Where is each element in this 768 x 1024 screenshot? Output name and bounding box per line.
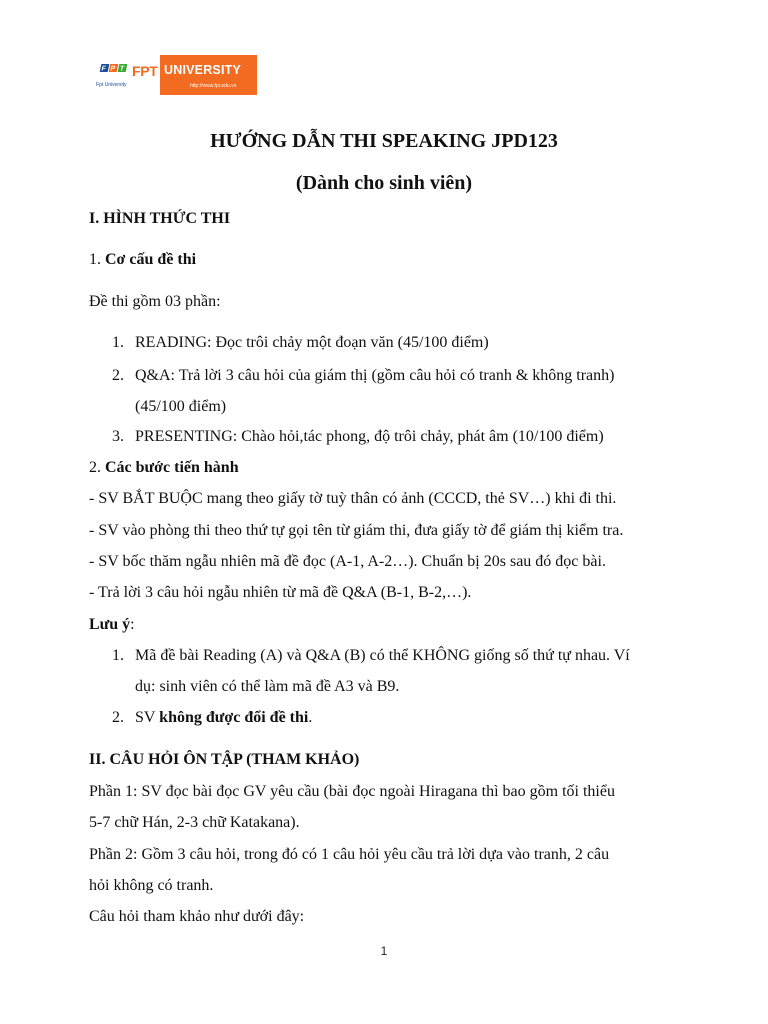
logo-orange-box bbox=[160, 55, 257, 95]
note-heading bbox=[89, 616, 135, 634]
svg-text:F: F bbox=[100, 65, 107, 73]
note-item-codes: Mã đề bài Reading (A) và Q&A (B) có thể KHÔNG giống số thứ tự nhau. Ví bbox=[135, 647, 630, 664]
section-heading-1: I. HÌNH THỨC THI bbox=[89, 210, 231, 227]
list-item-qa: Q&A: Trả lời 3 câu hỏi của giám thị (gồm câu hỏi có tranh & không tranh) bbox=[135, 367, 615, 384]
step-line: - Trả lời 3 câu hỏi ngẫu nhiên từ mã đề Q&A (B-1, B-2,…). bbox=[89, 584, 472, 601]
note-label: Lưu ý bbox=[89, 616, 131, 633]
paragraph-line: Phần 2: Gồm 3 câu hỏi, trong đó có 1 câu hỏi yêu cầu trả lời dựa vào tranh, 2 câu bbox=[89, 846, 610, 863]
list-number: 1. bbox=[112, 647, 124, 664]
svg-text:T: T bbox=[118, 65, 125, 73]
intro-text: Đề thi gồm 03 phần: bbox=[89, 293, 221, 310]
page-number: 1 bbox=[380, 944, 388, 958]
document-subtitle: (Dành cho sinh viên) bbox=[295, 172, 473, 194]
subsection-number: 2. bbox=[89, 459, 105, 476]
svg-text:P: P bbox=[109, 65, 116, 73]
paragraph-line: 5-7 chữ Hán, 2-3 chữ Katakana). bbox=[89, 814, 300, 831]
fpt-university-logo bbox=[96, 55, 258, 95]
fpt-logo-mark-icon bbox=[96, 61, 130, 83]
paragraph-line: Câu hỏi tham khảo như dưới đây: bbox=[89, 908, 305, 925]
subsection-number: 1. bbox=[89, 251, 105, 268]
list-item-qa-continued: (45/100 điểm) bbox=[135, 398, 227, 415]
list-item-reading: READING: Đọc trôi chảy một đoạn văn (45/100 điểm) bbox=[135, 334, 489, 351]
note-item-codes-continued: dụ: sinh viên có thể làm mã đề A3 và B9. bbox=[135, 678, 400, 695]
logo-url: http://www.fpt.edu.vn bbox=[190, 83, 237, 89]
note-item-no-swap bbox=[135, 709, 312, 727]
list-number: 3. bbox=[112, 428, 124, 445]
note-text-pre: SV bbox=[135, 709, 160, 726]
document-title: HƯỚNG DẪN THI SPEAKING JPD123 bbox=[210, 130, 558, 152]
logo-caption: Fpt University bbox=[96, 82, 127, 88]
paragraph-line: hỏi không có tranh. bbox=[89, 877, 214, 894]
step-line: - SV BẮT BUỘC mang theo giấy tờ tuỳ thân có ảnh (CCCD, thẻ SV…) khi đi thi. bbox=[89, 490, 617, 507]
step-line: - SV vào phòng thi theo thứ tự gọi tên từ giám thi, đưa giấy tờ để giám thị kiểm tra. bbox=[89, 522, 624, 539]
subsection-title: Cơ cấu đề thi bbox=[105, 251, 197, 268]
subsection-heading-steps bbox=[89, 459, 239, 477]
step-line: - SV bốc thăm ngẫu nhiên mã đề đọc (A-1, A-2…). Chuẩn bị 20s sau đó đọc bài. bbox=[89, 553, 606, 570]
subsection-title: Các bước tiến hành bbox=[105, 459, 239, 476]
section-heading-2: II. CÂU HỎI ÔN TẬP (THAM KHẢO) bbox=[89, 751, 360, 768]
list-number: 1. bbox=[112, 334, 124, 351]
list-item-presenting: PRESENTING: Chào hỏi,tác phong, độ trôi chảy, phát âm (10/100 điểm) bbox=[135, 428, 604, 445]
paragraph-line: Phần 1: SV đọc bài đọc GV yêu cầu (bài đọc ngoài Hiragana thì bao gồm tối thiểu bbox=[89, 783, 615, 800]
note-text-bold: không được đổi đề thi bbox=[159, 709, 309, 726]
logo-university-text: UNIVERSITY bbox=[164, 63, 242, 77]
subsection-heading-structure bbox=[89, 251, 196, 269]
note-text-post: . bbox=[308, 709, 313, 726]
list-number: 2. bbox=[112, 709, 124, 726]
list-number: 2. bbox=[112, 367, 124, 384]
logo-fpt-text: FPT bbox=[132, 63, 158, 79]
note-colon: : bbox=[130, 616, 135, 633]
